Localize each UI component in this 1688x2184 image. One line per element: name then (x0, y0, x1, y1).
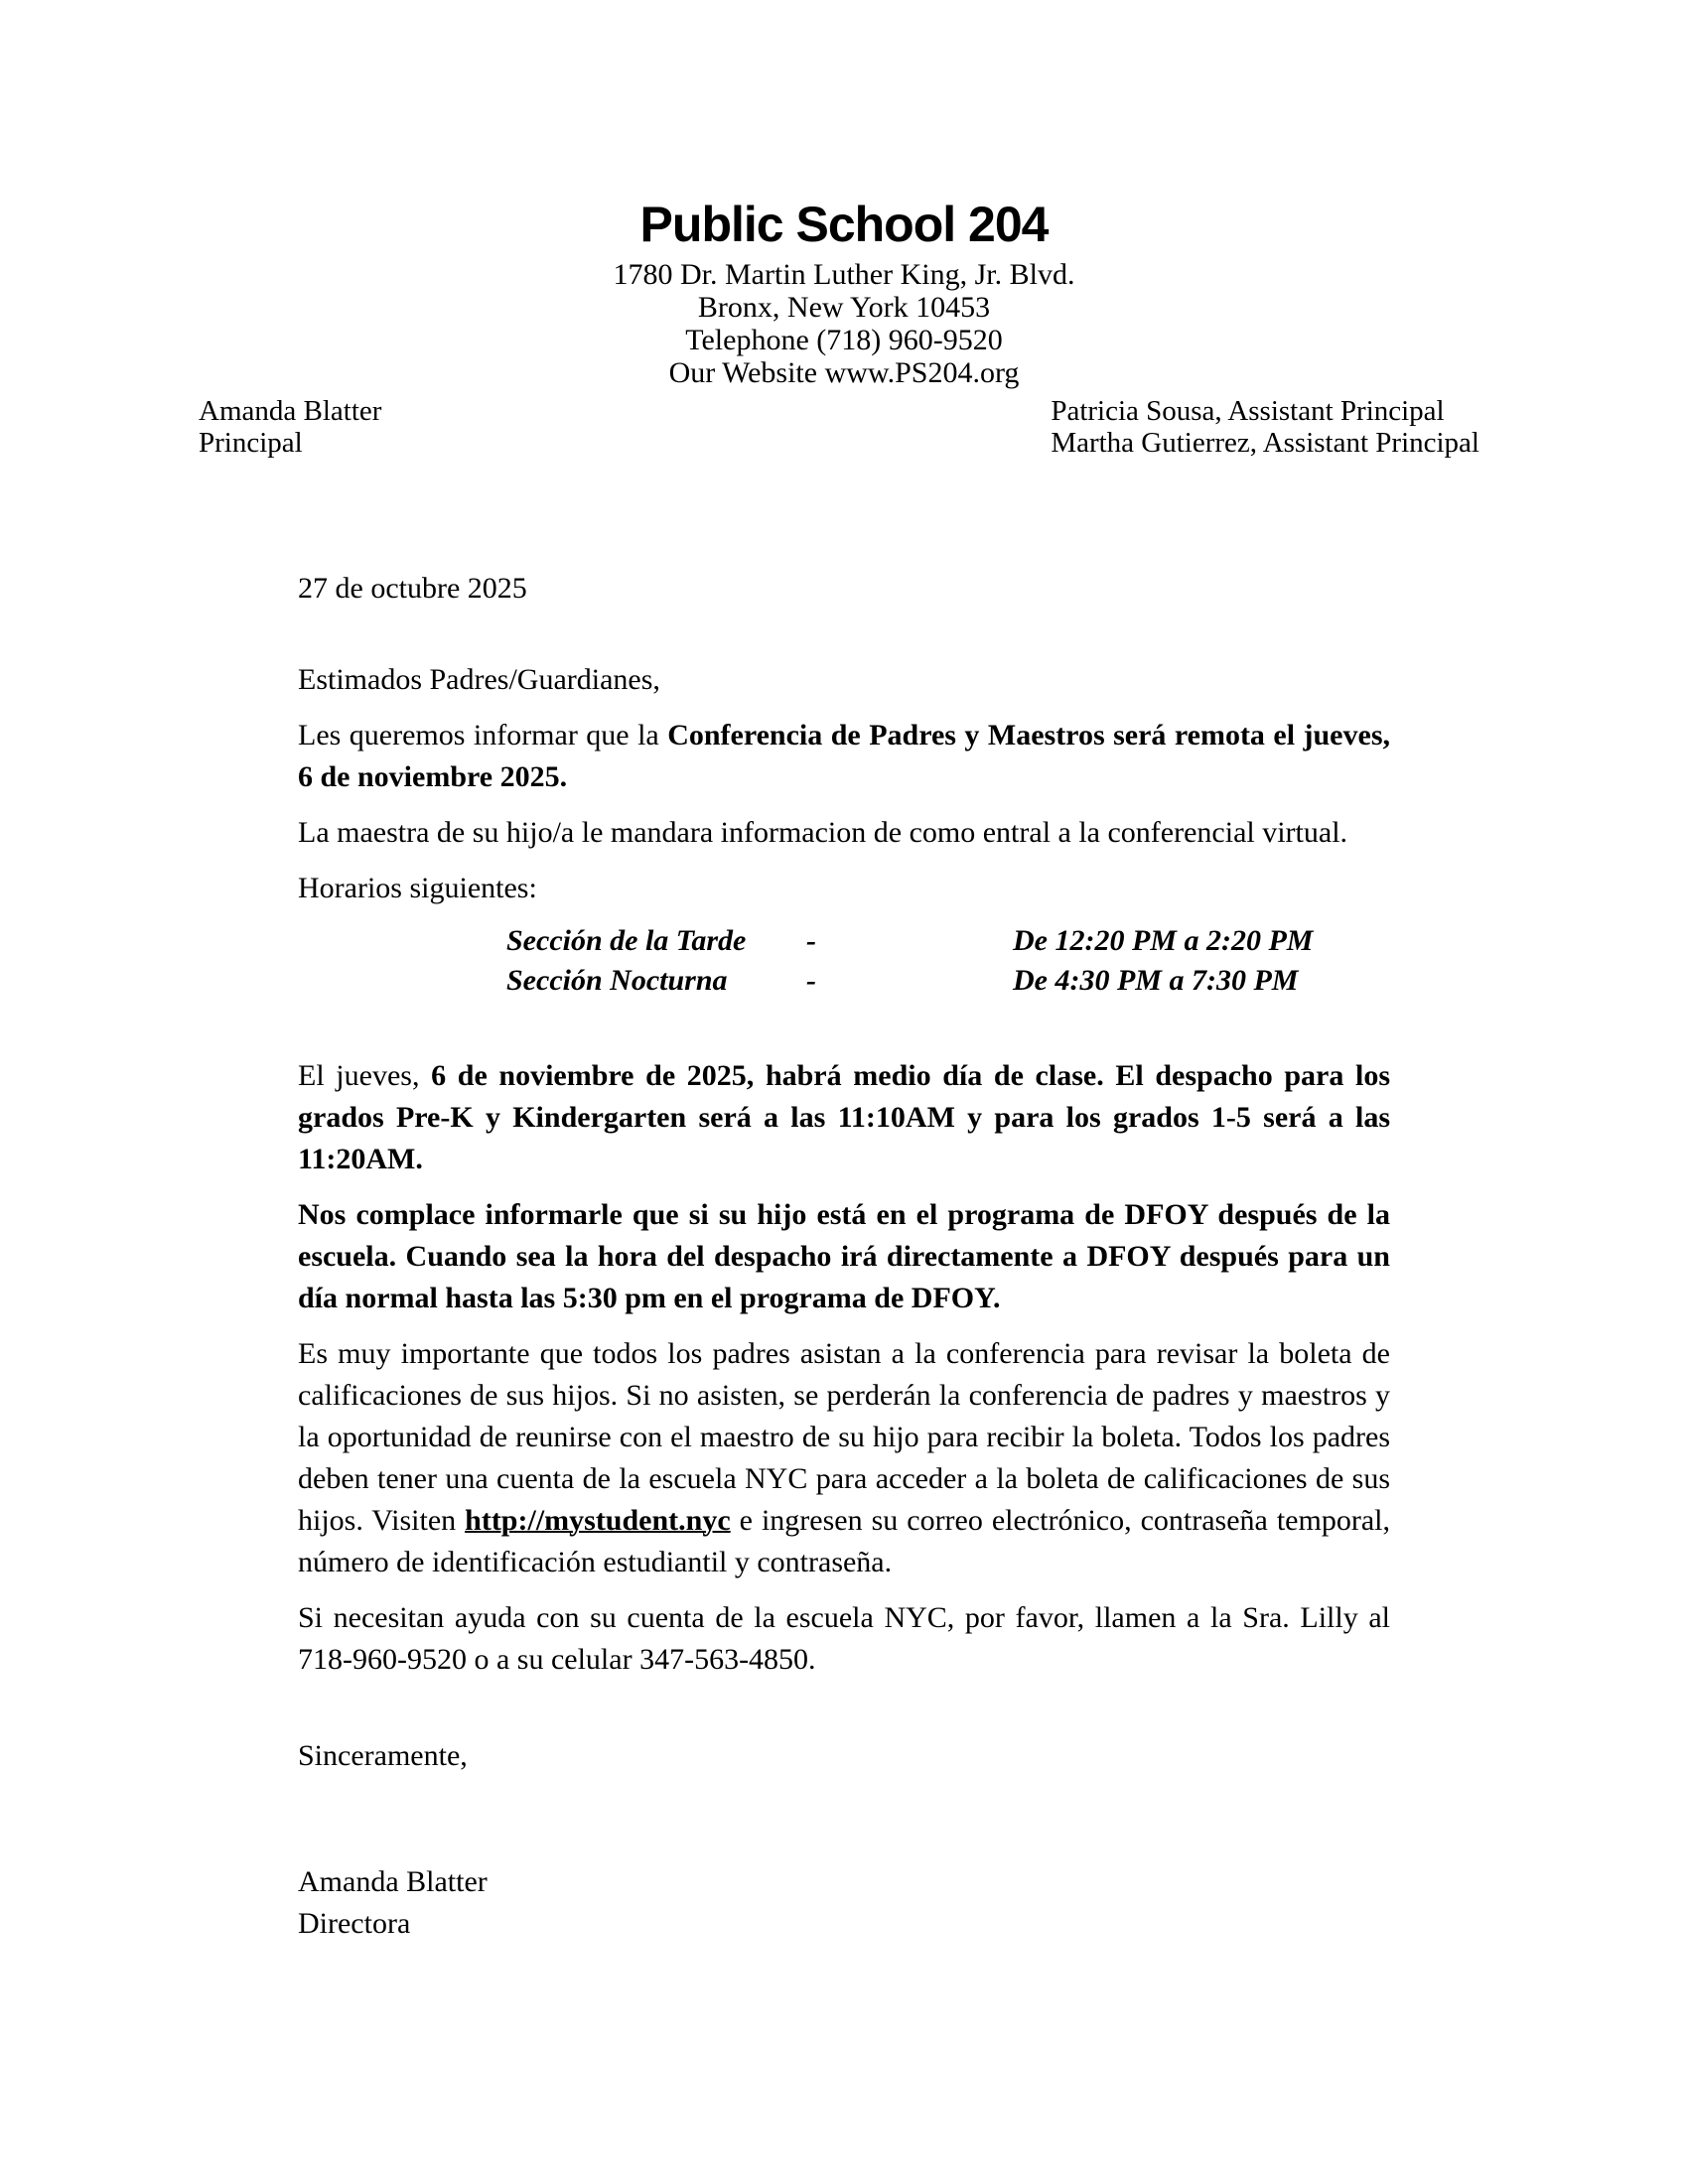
assistant-principal-1: Patricia Sousa, Assistant Principal (1051, 395, 1445, 427)
schedule-session-label: Sección Nocturna (506, 964, 728, 997)
mystudent-link[interactable]: http://mystudent.nyc (465, 1504, 731, 1537)
half-day-intro-text: El jueves, (298, 1059, 432, 1092)
schedule-session-time: De 4:30 PM a 7:30 PM (1013, 964, 1299, 997)
importance-text-before-link: Es muy importante que todos los padres asistan a la conferencia para revisar la boleta de calificaciones de sus hijos. Si no asisten, se perderán la conferencia de padres y maestros y la oportunidad de reunirse con el maestro de su hijo para recibir la boleta. Todos los padres deben tener una cuenta de la escuela NYC para acceder a la boleta de calificaciones de sus hijos. Visiten (298, 1337, 1390, 1537)
announcement-intro-text: Les queremos informar que la (298, 719, 668, 751)
letter-date: 27 de octubre 2025 (298, 572, 527, 605)
paragraph-importance (298, 1333, 1390, 1583)
announcement-bold-text: Conferencia de Padres y Maestros será remota el jueves, 6 de noviembre 2025. (298, 719, 1390, 793)
schedule-intro: Horarios siguientes: (298, 872, 537, 904)
paragraph-help-contact: Si necesitan ayuda con su cuenta de la escuela NYC, por favor, llamen a la Sra. Lilly al 718-960-9520 o a su celular 347-563-4850. (298, 1601, 1390, 1676)
importance-text-after-link: e ingresen su correo electrónico, contraseña temporal, número de identificación estudiantil y contraseña. (298, 1504, 1390, 1578)
administration-row (199, 395, 1479, 459)
address-street: 1780 Dr. Martin Luther King, Jr. Blvd. (613, 258, 1075, 291)
schedule-session-label: Sección de la Tarde (506, 924, 747, 957)
address-city: Bronx, New York 10453 (697, 291, 991, 324)
signature-name: Amanda Blatter (298, 1865, 488, 1898)
assistant-principals-block (1051, 395, 1479, 459)
principal-block (199, 395, 381, 459)
principal-name: Amanda Blatter (199, 395, 382, 427)
address-website: Our Website www.PS204.org (668, 356, 1020, 389)
principal-title: Principal (199, 427, 303, 459)
schedule-session-time: De 12:20 PM a 2:20 PM (1013, 924, 1314, 957)
school-name: Public School 204 (639, 197, 1049, 252)
schedule-row-afternoon (298, 921, 1390, 961)
paragraph-conference-announcement (298, 715, 1390, 798)
signature-block (298, 1861, 1390, 1945)
assistant-principal-2: Martha Gutierrez, Assistant Principal (1051, 427, 1479, 459)
paragraph-dfoy: Nos complace informarle que si su hijo está en el programa de DFOY después de la escuela. Cuando sea la hora del despacho irá directamente a DFOY después para un día normal hasta las 5:30 pm en el programa de DFOY. (298, 1198, 1390, 1314)
half-day-bold-text: 6 de noviembre de 2025, habrá medio día de clase. El despacho para los grados Pre-K y Kindergarten será a las 11:10AM y para los grados 1-5 será a las 11:20AM. (298, 1059, 1391, 1175)
schedule-table (298, 921, 1390, 1001)
schedule-dash: - (806, 924, 816, 957)
address-telephone: Telephone (718) 960-9520 (685, 324, 1003, 356)
paragraph-teacher-info: La maestra de su hijo/a le mandara informacion de como entral a la conferencial virtual. (298, 816, 1348, 849)
paragraph-half-day (298, 1055, 1390, 1180)
schedule-dash: - (806, 964, 816, 997)
schedule-row-evening (298, 961, 1390, 1001)
closing-salutation: Sinceramente, (298, 1739, 468, 1772)
letter-body (298, 568, 1390, 1945)
letterhead (0, 0, 1688, 459)
signature-title: Directora (298, 1907, 411, 1940)
greeting: Estimados Padres/Guardianes, (298, 663, 660, 696)
school-address-block (0, 258, 1688, 389)
